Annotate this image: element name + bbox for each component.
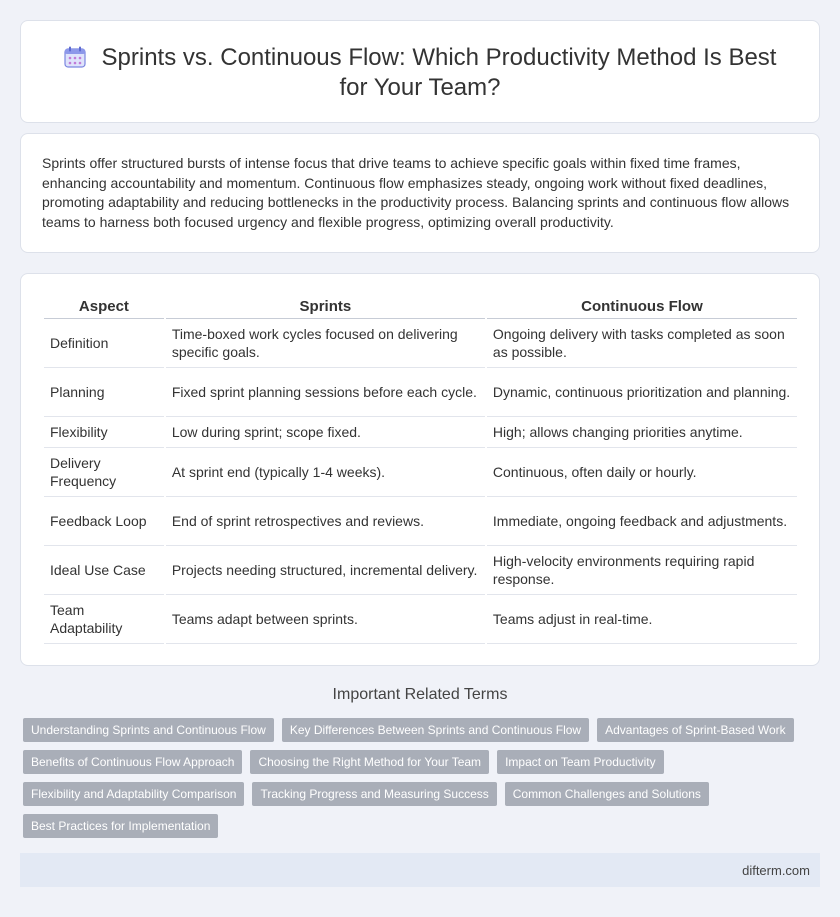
cell-aspect: Definition: [44, 319, 164, 368]
table-row: [44, 448, 797, 497]
cell-sprints: Time-boxed work cycles focused on delivering specific goals.: [166, 319, 485, 368]
cell-aspect: Ideal Use Case: [44, 546, 164, 595]
table-row: [44, 319, 797, 368]
table-header-row: [44, 296, 797, 319]
related-term-tag[interactable]: Best Practices for Implementation: [23, 814, 218, 838]
related-term-tag[interactable]: Choosing the Right Method for Your Team: [250, 750, 489, 774]
header-sprints: Sprints: [166, 296, 485, 319]
cell-sprints: End of sprint retrospectives and reviews.: [166, 497, 485, 546]
table-row: [44, 417, 797, 448]
cell-continuous-flow: Teams adjust in real-time.: [487, 595, 797, 644]
footer-bar: [20, 853, 820, 887]
header-continuous-flow: Continuous Flow: [487, 296, 797, 319]
comparison-card: [20, 273, 820, 666]
cell-sprints: Low during sprint; scope fixed.: [166, 417, 485, 448]
related-term-tag[interactable]: Common Challenges and Solutions: [505, 782, 709, 806]
cell-continuous-flow: Ongoing delivery with tasks completed as soon as possible.: [487, 319, 797, 368]
related-terms-list: [23, 718, 813, 838]
table-row: [44, 595, 797, 644]
cell-continuous-flow: Continuous, often daily or hourly.: [487, 448, 797, 497]
table-row: [44, 497, 797, 546]
cell-continuous-flow: Dynamic, continuous prioritization and planning.: [487, 368, 797, 417]
related-term-tag[interactable]: Key Differences Between Sprints and Continuous Flow: [282, 718, 589, 742]
table-row: [44, 368, 797, 417]
cell-continuous-flow: High; allows changing priorities anytime.: [487, 417, 797, 448]
footer-site-link[interactable]: difterm.com: [742, 863, 810, 878]
cell-sprints: Teams adapt between sprints.: [166, 595, 485, 644]
related-term-tag[interactable]: Tracking Progress and Measuring Success: [252, 782, 496, 806]
cell-continuous-flow: Immediate, ongoing feedback and adjustments.: [487, 497, 797, 546]
cell-aspect: Delivery Frequency: [44, 448, 164, 497]
cell-sprints: At sprint end (typically 1-4 weeks).: [166, 448, 485, 497]
header-card: [20, 20, 820, 123]
related-term-tag[interactable]: Impact on Team Productivity: [497, 750, 664, 774]
cell-aspect: Flexibility: [44, 417, 164, 448]
cell-aspect: Feedback Loop: [44, 497, 164, 546]
intro-card: [20, 133, 820, 253]
related-term-tag[interactable]: Advantages of Sprint-Based Work: [597, 718, 794, 742]
cell-sprints: Projects needing structured, incremental delivery.: [166, 546, 485, 595]
intro-paragraph: Sprints offer structured bursts of intense focus that drive teams to achieve specific goals within fixed time frames, enhancing accountability and momentum. Continuous flow emphasizes steady, ongoing work without fixed deadlines, promoting adaptability and reducing bottlenecks in the productivity process. Balancing sprints and continuous flow allows teams to harness both focused urgency and flexible progress, optimizing overall productivity.: [42, 155, 790, 230]
related-term-tag[interactable]: Understanding Sprints and Continuous Flow: [23, 718, 274, 742]
related-term-tag[interactable]: Benefits of Continuous Flow Approach: [23, 750, 242, 774]
cell-sprints: Fixed sprint planning sessions before each cycle.: [166, 368, 485, 417]
related-term-tag[interactable]: Flexibility and Adaptability Comparison: [23, 782, 244, 806]
related-terms-title: Important Related Terms: [332, 686, 508, 703]
cell-aspect: Planning: [44, 368, 164, 417]
table-row: [44, 546, 797, 595]
page-title-wrap: [21, 43, 819, 103]
header-aspect: Aspect: [44, 296, 164, 319]
cell-aspect: Team Adaptability: [44, 595, 164, 644]
calendar-icon: [64, 46, 86, 68]
comparison-table: [42, 296, 799, 644]
page-title: Sprints vs. Continuous Flow: Which Productivity Method Is Best for Your Team?: [101, 44, 777, 101]
cell-continuous-flow: High-velocity environments requiring rapid response.: [487, 546, 797, 595]
